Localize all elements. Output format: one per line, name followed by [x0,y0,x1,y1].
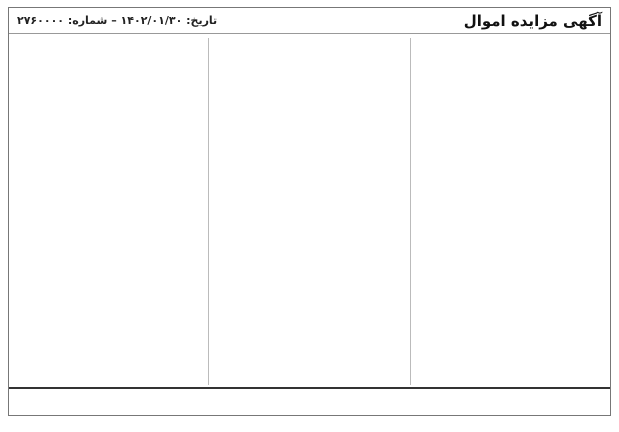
notice-title: آگهی مزایده اموال [463,11,602,30]
column-middle [217,38,402,385]
notice-header [9,8,610,34]
notice-page [8,7,611,416]
signature-footer [9,387,610,415]
notice-body [15,38,604,385]
column-left [15,38,200,385]
column-divider [208,38,209,385]
column-divider [410,38,411,385]
column-right [419,38,604,385]
date-and-number: تاریخ: ۱۴۰۲/۰۱/۳۰ – شماره: ۲۷۶۰۰۰۰ [17,14,218,27]
